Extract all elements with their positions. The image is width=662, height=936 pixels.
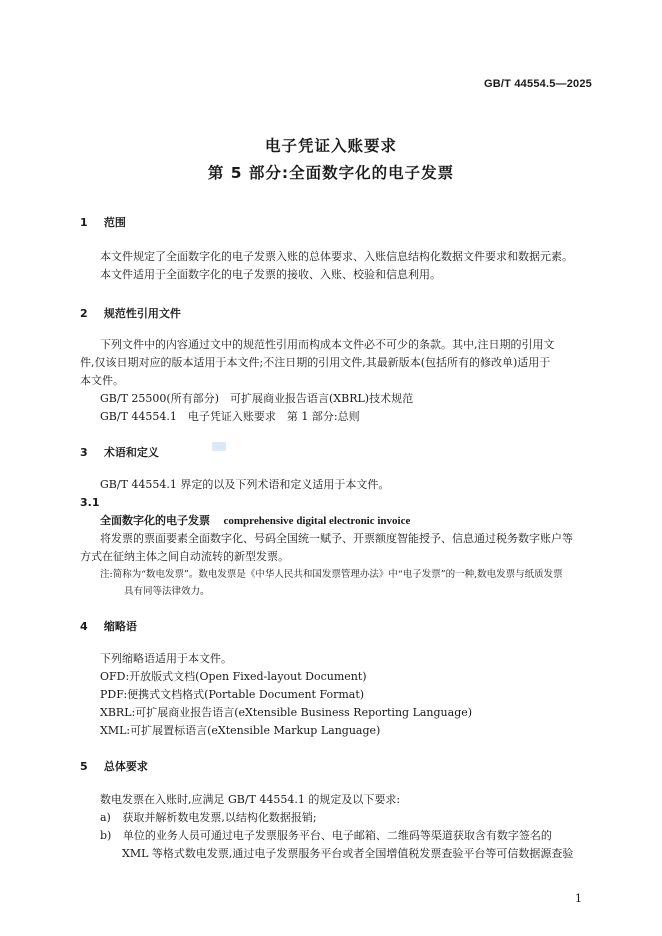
section-number: 3 <box>80 446 88 459</box>
document-title-line1: 电子凭证入账要求 <box>264 137 397 155</box>
term-english: comprehensive digital electronic invoice <box>223 515 411 527</box>
section-number: 4 <box>80 620 88 633</box>
reference-item: GB/T 25500(所有部分) 可扩展商业报告语言(XBRL)技术规范 <box>100 392 414 405</box>
list-label: b) <box>100 829 112 842</box>
watermark-badge <box>212 442 226 451</box>
document-title-line2: 第 5 部分:全面数字化的电子发票 <box>207 164 455 182</box>
abbreviation-item: XBRL:可扩展商业报告语言(eXtensible Business Reporting Language) <box>100 706 473 719</box>
list-item-b <box>100 827 552 845</box>
section-number: 1 <box>80 216 88 229</box>
list-item-a <box>100 809 317 827</box>
section-number: 5 <box>80 760 88 773</box>
section-heading-general-requirements <box>80 758 148 774</box>
list-text: 单位的业务人员可通过电子发票服务平台、电子邮箱、二维码等渠道获取含有数字签名的 <box>122 829 552 842</box>
paragraph: GB/T 44554.1 界定的以及下列术语和定义适用于本文件。 <box>100 478 390 491</box>
list-item-b-continued: XML 等格式数电发票,通过电子发票服务平台或者全国增值税发票查验平台等可信数据源查验 <box>122 847 574 860</box>
abbreviation-item: OFD:开放版式文档(Open Fixed-layout Document) <box>100 670 367 683</box>
abbreviation-item: XML:可扩展置标语言(eXtensible Markup Language) <box>100 724 381 737</box>
abbreviation-item: PDF:便携式文档格式(Portable Document Format) <box>100 688 365 701</box>
note-line: 注:简称为“数电发票”。数电发票是《中华人民共和国发票管理办法》中“电子发票”的一种,数电发票与纸质发票 <box>100 569 563 580</box>
section-title: 术语和定义 <box>103 446 159 459</box>
page-number: 1 <box>575 892 582 905</box>
standard-number: GB/T 44554.5—2025 <box>484 78 592 90</box>
section-title: 缩略语 <box>103 620 137 633</box>
list-label: a) <box>100 811 111 824</box>
section-heading-scope <box>80 214 126 230</box>
paragraph-line: 下列文件中的内容通过文中的规范性引用而构成本文件必不可少的条款。其中,注日期的引用文 <box>100 338 555 351</box>
paragraph-line: 件,仅该日期对应的版本适用于本文件;不注日期的引用文件,其最新版本(包括所有的修改单)适用于 <box>80 356 551 369</box>
paragraph: 本文件规定了全面数字化的电子发票入账的总体要求、入账信息结构化数据文件要求和数据元素。 <box>100 250 573 263</box>
section-title: 范围 <box>103 216 126 229</box>
paragraph: 下列缩略语适用于本文件。 <box>100 652 232 665</box>
note-line: 具有同等法律效力。 <box>124 586 210 597</box>
definition-line: 方式在征纳主体之间自动流转的新型发票。 <box>80 550 289 563</box>
reference-item: GB/T 44554.1 电子凭证入账要求 第 1 部分:总则 <box>100 410 360 423</box>
paragraph: 数电发票在入账时,应满足 GB/T 44554.1 的规定及以下要求: <box>100 793 401 806</box>
section-title: 总体要求 <box>103 760 148 773</box>
section-heading-normative-references <box>80 305 181 321</box>
term-chinese: 全面数字化的电子发票 <box>100 514 210 527</box>
term-entry <box>100 512 410 530</box>
term-number: 3.1 <box>80 496 100 509</box>
section-heading-abbreviations <box>80 618 137 634</box>
section-heading-terms-definitions <box>80 444 159 460</box>
paragraph-line: 本文件。 <box>80 374 124 387</box>
definition-line: 将发票的票面要素全面数字化、号码全国统一赋予、开票额度智能授予、信息通过税务数字账户等 <box>100 532 573 545</box>
paragraph: 本文件适用于全面数字化的电子发票的接收、入账、校验和信息利用。 <box>100 268 441 281</box>
section-title: 规范性引用文件 <box>103 307 181 320</box>
section-number: 2 <box>80 307 88 320</box>
list-text: 获取并解析数电发票,以结构化数据报销; <box>122 811 317 824</box>
